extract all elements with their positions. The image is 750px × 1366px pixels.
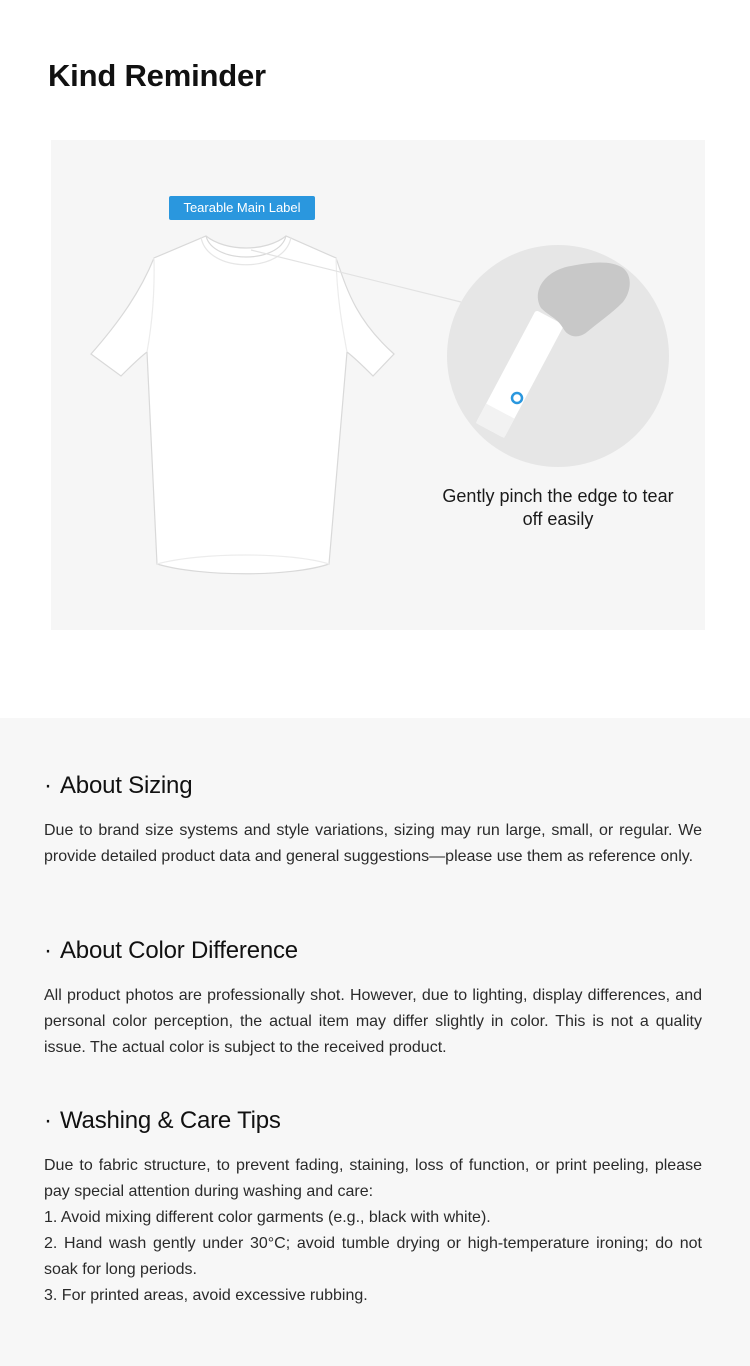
color-heading: · About Color Difference: [44, 937, 298, 964]
care-item: 1. Avoid mixing different color garments (e.g., black with white).: [44, 1209, 491, 1226]
label-illustration: [51, 140, 705, 630]
care-item: 3. For printed areas, avoid excessive rubbing.: [44, 1287, 368, 1304]
color-text: All product photos are professionally shot. However, due to lighting, display differences, and personal color perception, the actual item may differ slightly in color. This is not a quality issue. The actual color is subject to the received product.: [44, 987, 702, 1056]
care-item: 2. Hand wash gently under 30°C; avoid tumble drying or high-temperature ironing; do not soak for long periods.: [44, 1235, 702, 1278]
tearable-label-tag: Tearable Main Label: [169, 196, 315, 220]
illustration-caption: Gently pinch the edge to tear off easily: [442, 486, 674, 529]
tshirt-icon: [91, 236, 394, 574]
notes-section: [0, 718, 750, 1366]
sizing-heading: · About Sizing: [44, 772, 193, 799]
color-section: [44, 937, 702, 1061]
sizing-text: Due to brand size systems and style variations, sizing may run large, small, or regular. We provide detailed product data and general suggestions—please use them as reference only.: [44, 822, 702, 865]
sizing-section: [44, 772, 702, 870]
care-heading: · Washing & Care Tips: [44, 1107, 281, 1134]
page-title: Kind Reminder: [48, 58, 266, 93]
tshirt-illustration: [51, 140, 705, 630]
care-intro: Due to fabric structure, to prevent fading, staining, loss of function, or print peeling, please pay special attention during washing and care:: [44, 1157, 702, 1200]
care-section: [44, 1107, 702, 1309]
care-text: [44, 1153, 702, 1309]
